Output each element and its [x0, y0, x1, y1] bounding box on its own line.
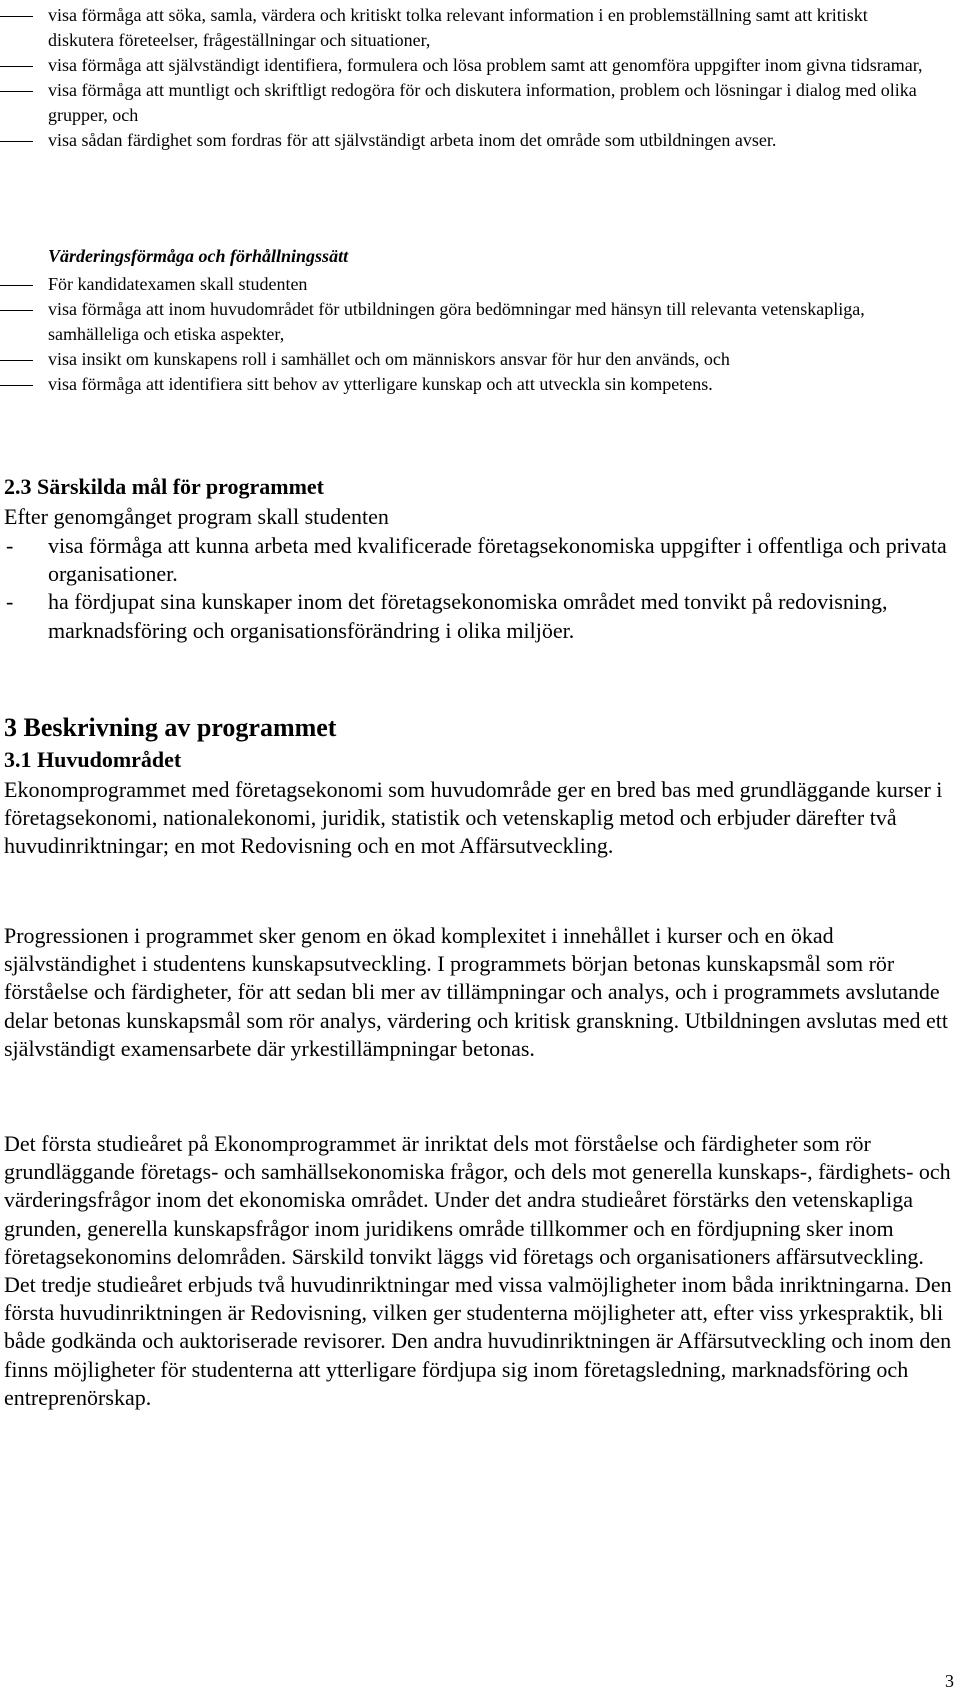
- list-item: visa förmåga att identifiera sitt behov av ytterligare kunskap och att utveckla sin kompetens.: [0, 372, 930, 397]
- dash-marker: [0, 66, 33, 67]
- list-item: visa förmåga att muntligt och skriftligt redogöra för och diskutera information, problem och lösningar i dialog med olika grupper, och: [0, 78, 930, 128]
- section-2-3-list: [4, 532, 954, 645]
- dash-marker: -: [6, 533, 14, 558]
- list-item: visa förmåga att söka, samla, värdera och kritiskt tolka relevant information i en problemställning samt att kritiskt diskutera företeelser, frågeställningar och situationer,: [0, 3, 930, 53]
- section-3-1-title: 3.1 Huvudområdet: [4, 747, 182, 772]
- section-2-3-intro: Efter genomgånget program skall studenten: [4, 504, 389, 529]
- valuation-list: [0, 297, 930, 397]
- page-number: 3: [945, 1671, 954, 1691]
- skills-list: [0, 3, 930, 153]
- section-2-3-title: 2.3 Särskilda mål för programmet: [4, 474, 324, 499]
- dash-marker: [0, 141, 33, 142]
- list-item: - visa förmåga att kunna arbeta med kvalificerade företagsekonomiska uppgifter i offentliga och privata organisationer.: [6, 533, 947, 587]
- dash-marker: [0, 16, 33, 17]
- list-item: visa förmåga att inom huvudområdet för utbildningen göra bedömningar med hänsyn till relevanta vetenskapliga, samhälleliga och etiska aspekter,: [0, 297, 930, 347]
- paragraph: Progressionen i programmet sker genom en ökad komplexitet i innehållet i kurser och en ökad självständighet i studentens kunskapsutveckling. I programmets början betonas kunskapsmål som rör förståelse och färdigheter, för att sedan bli mer av tillämpningar och analys, och i programmets avslutande delar betonas kunskapsmål som rör analys, värdering och kritisk granskning. Utbildningen avslutas med ett självständigt examensarbete där yrkestillämpningar betonas.: [4, 923, 948, 1061]
- dash-marker: -: [6, 589, 14, 615]
- list-item: visa förmåga att självständigt identifiera, formulera och lösa problem samt att genomföra uppgifter inom givna tidsramar,: [0, 53, 930, 78]
- dash-marker: [0, 91, 33, 92]
- section-3-title: 3 Beskrivning av programmet: [4, 713, 337, 742]
- dash-marker: [0, 285, 33, 286]
- valuation-intro: För kandidatexamen skall studenten: [0, 272, 930, 297]
- paragraph: Det första studieåret på Ekonomprogrammet är inriktat dels mot förståelse och färdigheter som rör grundläggande företags- och samhällsekonomiska frågor, och dels mot generella kunskaps-, färdighets- och värderingsfrågor inom det ekonomiska området. Under det andra studieåret förstärks den vetenskapliga grunden, generella kunskapsfrågor inom juridikens område tillkommer och en fördjupning sker inom företagsekonomins delområden. Särskild tonvikt läggs vid företags och organisationers affärsutveckling. Det tredje studieåret erbjuds två huvudinriktningar med vissa valmöjligheter inom båda inriktningarna. Den första huvudinriktningen är Redovisning, vilken ger studenterna möjligheter att, efter viss yrkespraktik, bli både godkända och auktoriserade revisorer. Den andra huvudinriktningen är Affärsutveckling och inom den finns möjligheter för studenterna att ytterligare fördjupa sig inom företagsledning, marknadsföring och entreprenörskap.: [4, 1131, 952, 1410]
- dash-marker: [0, 310, 33, 311]
- dash-marker: [0, 385, 33, 386]
- list-item: - ha fördjupat sina kunskaper inom det företagsekonomiska området med tonvikt på redovisning, marknadsföring och organisationsförändring i olika miljöer.: [6, 589, 888, 643]
- list-item: visa sådan färdighet som fordras för att självständigt arbeta inom det område som utbildningen avser.: [0, 128, 930, 153]
- paragraph: Ekonomprogrammet med företagsekonomi som huvudområde ger en bred bas med grundläggande kurser i företagsekonomi, nationalekonomi, juridik, statistik och vetenskaplig metod och erbjuder därefter två huvudinriktningar; en mot Redovisning och en mot Affärsutveckling.: [4, 777, 943, 859]
- list-item: visa insikt om kunskapens roll i samhället och om människors ansvar för hur den används, och: [0, 347, 930, 372]
- dash-marker: [0, 360, 33, 361]
- valuation-heading: Värderingsförmåga och förhållningssätt: [48, 246, 349, 266]
